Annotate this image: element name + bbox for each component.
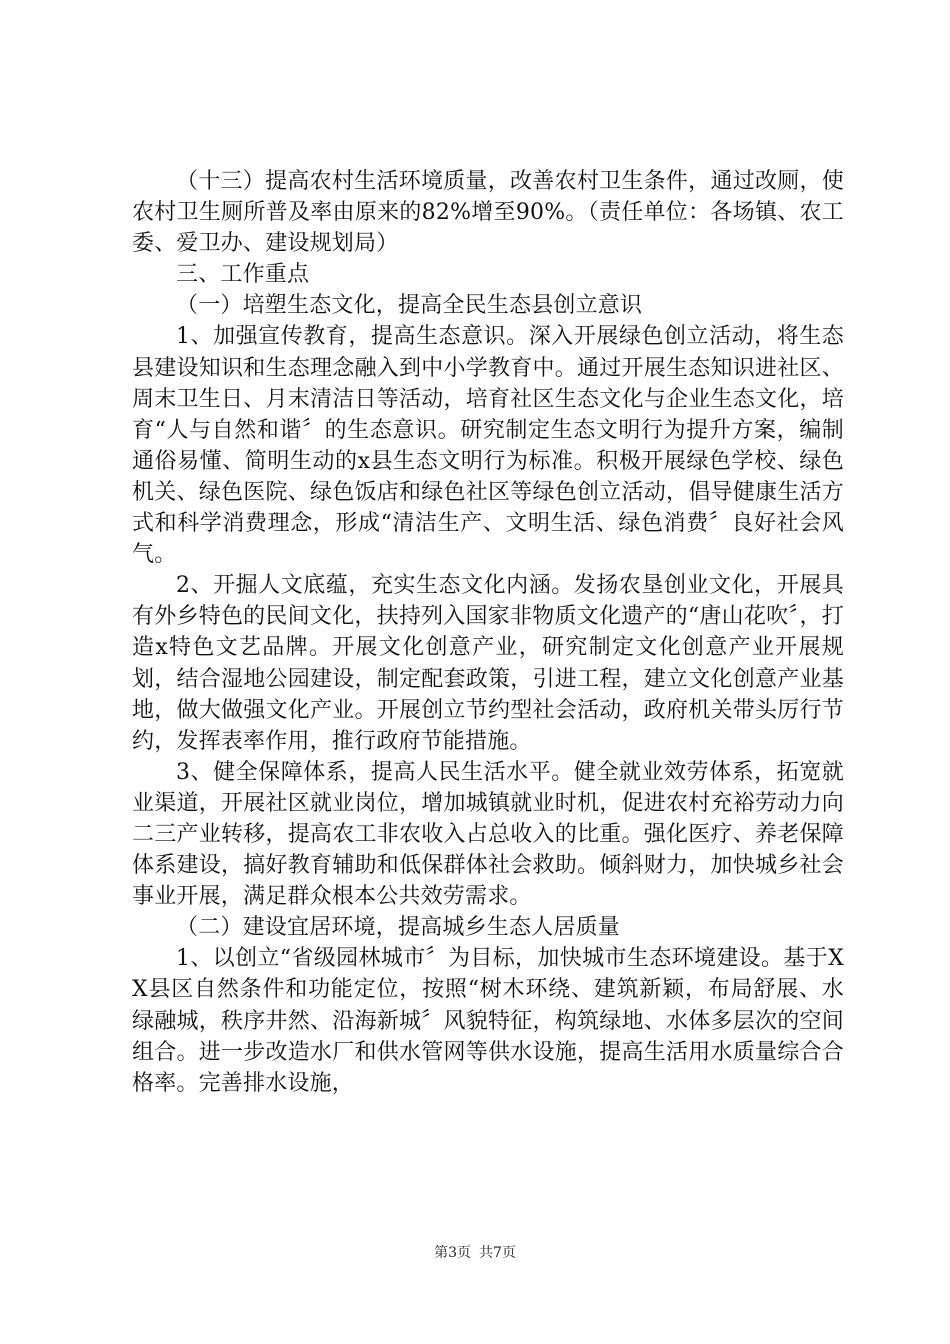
page-number-current: 第3页	[434, 1245, 471, 1261]
subsection-heading-eco-culture: （一）培塑生态文化，提高全民生态县创立意识	[176, 293, 643, 319]
section-heading-work-focus: 三、工作重点	[176, 262, 310, 288]
paragraph-garden-city: 1、以创立“省级园林城市〞为目标，加快城市生态环境建设。基于XX县区自然条件和功能定位，按照“树木环绕、建筑新颖，布局舒展、水绿融城，秩序井然、沿海新城〞风貌特征，构筑绿地、水体多层次的空间组合。进一步改造水厂和供水管网等供水设施，提高生活用水质量综合合格率。完善排水设施，	[132, 946, 844, 1096]
paragraph-cultural-heritage: 2、开掘人文底蕴，充实生态文化内涵。发扬农垦创业文化，开展具有外乡特色的民间文化，扶持列入国家非物质文化遗产的“唐山花吹〞，打造x特色文艺品牌。开展文化创意产业，研究制定文化创意产业开展规划，结合湿地公园建设，制定配套政策，引进工程，建立文化创意产业基地，做大做强文化产业。开展创立节约型社会活动，政府机关带头厉行节约，发挥表率作用，推行政府节能措施。	[132, 573, 844, 754]
page-number-total: 共7页	[479, 1245, 516, 1261]
paragraph-sanitation: （十三）提高农村生活环境质量，改善农村卫生条件，通过改厕，使农村卫生厕所普及率由原来的82%增至90%。（责任单位：各场镇、农工委、爱卫办、建设规划局）	[132, 169, 844, 257]
paragraph-security-system: 3、健全保障体系，提高人民生活水平。健全就业效劳体系，拓宽就业渠道，开展社区就业岗位，增加城镇就业时机，促进农村充裕劳动力向二三产业转移，提高农工非农收入占总收入的比重。强化医疗、养老保障体系建设，搞好教育辅助和低保群体社会救助。倾斜财力，加快城乡社会事业开展，满足群众根本公共效劳需求。	[132, 759, 844, 910]
document-body	[132, 166, 844, 1099]
page-footer	[0, 1244, 950, 1262]
subsection-heading-livable-environment: （二）建设宜居环境，提高城乡生态人居质量	[176, 915, 621, 941]
paragraph-publicity-education: 1、加强宣传教育，提高生态意识。深入开展绿色创立活动，将生态县建设知识和生态理念融入到中小学教育中。通过开展生态知识进社区、周末卫生日、月末清洁日等活动，培育社区生态文化与企业生态文化，培育“人与自然和谐〞的生态意识。研究制定生态文明行为提升方案，编制通俗易懂、简明生动的x县生态文明行为标准。积极开展绿色学校、绿色机关、绿色医院、绿色饭店和绿色社区等绿色创立活动，倡导健康生活方式和科学消费理念，形成“清洁生产、文明生活、绿色消费〞良好社会风气。	[132, 324, 844, 568]
